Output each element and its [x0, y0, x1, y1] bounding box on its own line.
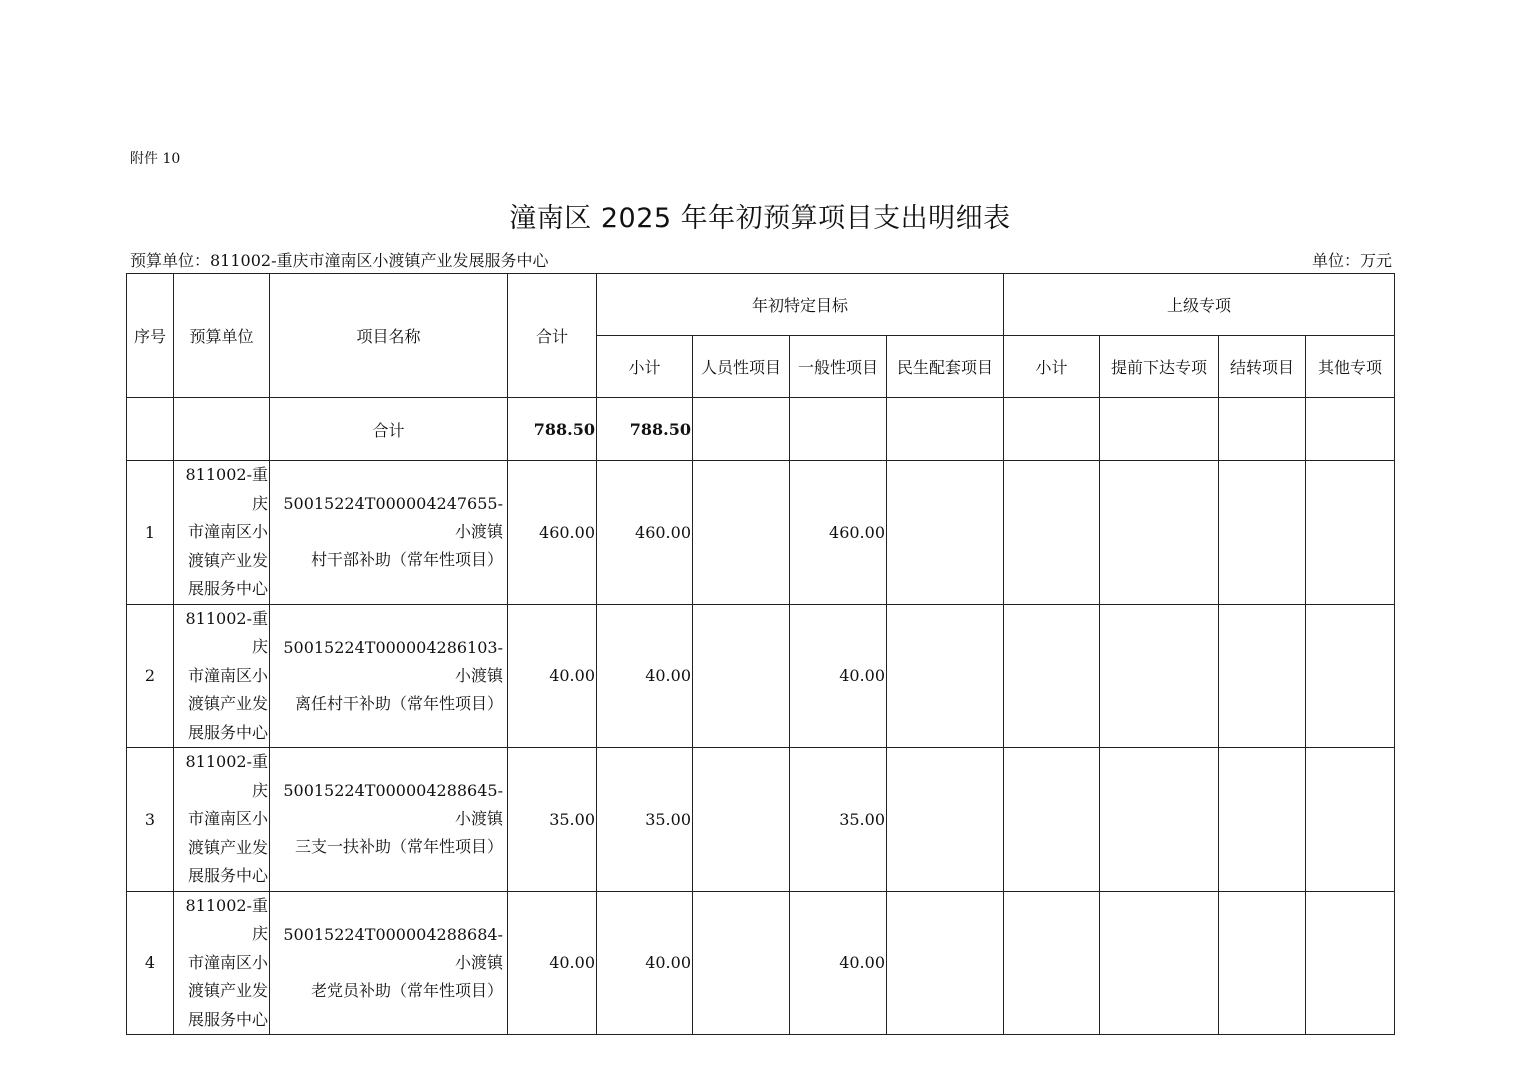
page-title: 潼南区 2025 年年初预算项目支出明细表 [509, 203, 1011, 234]
table-row [127, 461, 1395, 605]
table-row [127, 891, 1395, 1035]
header-special-personnel: 人员性项目 [693, 336, 790, 398]
row-total: 460.00 [508, 461, 597, 605]
attachment-label: 附件 10 [130, 151, 181, 167]
header-special-general: 一般性项目 [790, 336, 887, 398]
summary-label: 合计 [270, 398, 508, 461]
row-total: 40.00 [508, 604, 597, 748]
header-unit: 预算单位 [174, 274, 270, 398]
summary-subtotal: 788.50 [597, 398, 693, 461]
row-subtotal: 40.00 [597, 891, 693, 1035]
header-group-special: 年初特定目标 [597, 274, 1004, 336]
row-unit: 811002-重庆 市潼南区小 渡镇产业发 展服务中心 [174, 748, 270, 892]
row-general: 40.00 [790, 604, 887, 748]
summary-row [127, 398, 1395, 461]
table-row [127, 748, 1395, 892]
header-upper-other: 其他专项 [1306, 336, 1395, 398]
row-total: 40.00 [508, 891, 597, 1035]
row-seq: 3 [127, 748, 174, 892]
row-project: 50015224T000004286103-小渡镇 离任村干补助（常年性项目） [270, 604, 508, 748]
row-project: 50015224T000004247655-小渡镇 村干部补助（常年性项目） [270, 461, 508, 605]
row-unit: 811002-重庆 市潼南区小 渡镇产业发 展服务中心 [174, 461, 270, 605]
header-group-upper: 上级专项 [1004, 274, 1395, 336]
table-row [127, 604, 1395, 748]
row-seq: 2 [127, 604, 174, 748]
row-unit: 811002-重庆 市潼南区小 渡镇产业发 展服务中心 [174, 891, 270, 1035]
header-special-livelihood: 民生配套项目 [887, 336, 1004, 398]
summary-total: 788.50 [508, 398, 597, 461]
header-upper-advance: 提前下达专项 [1100, 336, 1219, 398]
row-project: 50015224T000004288645-小渡镇 三支一扶补助（常年性项目） [270, 748, 508, 892]
row-general: 460.00 [790, 461, 887, 605]
row-subtotal: 35.00 [597, 748, 693, 892]
row-project: 50015224T000004288684-小渡镇 老党员补助（常年性项目） [270, 891, 508, 1035]
currency-unit-label: 单位：万元 [1311, 251, 1392, 270]
row-seq: 4 [127, 891, 174, 1035]
header-upper-subtotal: 小计 [1004, 336, 1100, 398]
row-unit: 811002-重庆 市潼南区小 渡镇产业发 展服务中心 [174, 604, 270, 748]
row-total: 35.00 [508, 748, 597, 892]
row-seq: 1 [127, 461, 174, 605]
header-project: 项目名称 [270, 274, 508, 398]
header-seq: 序号 [127, 274, 174, 398]
row-subtotal: 460.00 [597, 461, 693, 605]
header-total: 合计 [508, 274, 597, 398]
row-general: 35.00 [790, 748, 887, 892]
row-general: 40.00 [790, 891, 887, 1035]
row-subtotal: 40.00 [597, 604, 693, 748]
budget-table [126, 273, 1395, 1035]
header-special-subtotal: 小计 [597, 336, 693, 398]
header-upper-carryover: 结转项目 [1219, 336, 1306, 398]
budget-unit-label: 预算单位：811002-重庆市潼南区小渡镇产业发展服务中心 [130, 251, 549, 270]
